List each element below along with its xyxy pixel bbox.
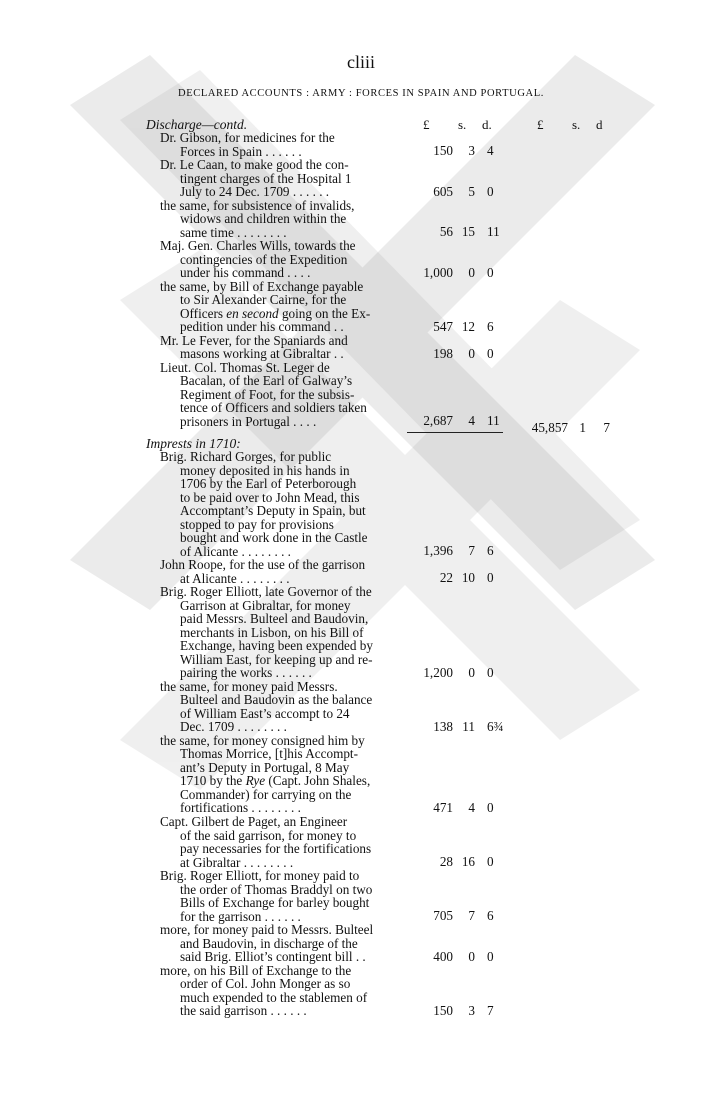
amount-pounds: 56 — [439, 224, 453, 239]
amount-pence: 0 — [487, 570, 494, 586]
col-head-total-pence: d — [596, 117, 603, 132]
entry-line: Brig. Roger Elliott, late Governor of the — [160, 584, 372, 600]
account-entry — [160, 815, 396, 869]
amount-shillings: 3 — [468, 1002, 475, 1018]
entry-line: Lieut. Col. Thomas St. Leger de — [160, 359, 330, 375]
entry-line: pairing the works . . . . . . — [180, 665, 312, 681]
entry-line: Officers en second going on the Ex- — [180, 305, 371, 321]
entry-line: 1706 by the Earl of Peterborough — [180, 476, 357, 491]
entry-line: much expended to the stablemen of — [180, 989, 368, 1005]
entry-line: to be paid over to John Mead, this — [180, 489, 360, 505]
entry-line: the same, for subsistence of invalids, — [160, 197, 355, 213]
amount-pounds: 28 — [439, 854, 453, 869]
entry-line: Brig. Roger Elliott, for money paid to — [160, 868, 360, 884]
section-heading-discharge: Discharge—contd. — [146, 117, 248, 132]
entry-line: Exchange, having been expended by — [180, 638, 373, 654]
entry-amount — [405, 144, 505, 158]
amount-shillings: 3 — [468, 143, 475, 158]
entry-line: at Gibraltar . . . . . . . . — [180, 854, 294, 870]
amount-pence: 0 — [487, 948, 494, 964]
col-head-total-pounds: £ — [537, 117, 544, 132]
amount-pounds: 705 — [433, 908, 453, 924]
entry-amount — [405, 320, 505, 334]
entry-line: prisoners in Portugal . . . . — [180, 413, 317, 429]
entry-line: the same, for money paid Messrs. — [160, 678, 338, 694]
col-head-total-shillings: s. — [572, 117, 581, 132]
entry-line: merchants in Lisbon, on his Bill of — [180, 624, 364, 640]
account-entry — [160, 558, 396, 585]
amount-pounds: 471 — [433, 799, 453, 815]
amount-pence: 0 — [487, 664, 494, 680]
amount-shillings: 5 — [468, 183, 475, 199]
entry-line: fortifications . . . . . . . . — [180, 800, 301, 816]
entry-line: Garrison at Gibraltar, for money — [180, 597, 351, 613]
amount-pounds: 1,000 — [423, 264, 453, 280]
entry-amount — [405, 225, 505, 239]
entry-line: money deposited in his hands in — [180, 462, 350, 478]
entry-line: said Brig. Elliot’s contingent bill . . — [180, 949, 366, 965]
entry-line: contingencies of the Expedition — [180, 251, 348, 267]
entry-amount — [405, 909, 505, 923]
account-entry — [160, 361, 396, 429]
col-head-pounds: £ — [423, 117, 430, 132]
entry-line: Commander) for carrying on the — [180, 786, 352, 802]
amount-pounds: 1,396 — [423, 543, 453, 558]
account-entry — [160, 158, 396, 199]
amount-pence: 0 — [487, 799, 494, 815]
col-head-pence: d. — [482, 117, 492, 132]
amount-pounds: 605 — [433, 183, 453, 199]
entry-line: to Sir Alexander Cairne, for the — [180, 292, 347, 307]
entry-line: more, for money paid to Messrs. Bulteel — [160, 922, 374, 938]
entry-line: Maj. Gen. Charles Wills, towards the — [160, 238, 356, 253]
entry-line: bought and work done in the Castle — [180, 530, 368, 545]
entry-line: for the garrison . . . . . . — [180, 908, 301, 924]
entry-line: the order of Thomas Braddyl on two — [180, 881, 373, 897]
entry-line: order of Col. John Monger as so — [180, 976, 351, 992]
entry-line: at Alicante . . . . . . . . — [180, 570, 290, 586]
account-entry — [160, 280, 396, 334]
amount-shillings: 12 — [461, 318, 475, 334]
entry-line: same time . . . . . . . . — [180, 224, 287, 240]
entry-amount — [405, 666, 505, 680]
account-entry — [160, 923, 396, 964]
subtotal-rule — [407, 432, 503, 433]
amount-pounds: 22 — [439, 570, 453, 586]
entry-line: the same, for money consigned him by — [160, 732, 365, 748]
amount-shillings: 0 — [468, 345, 475, 361]
amount-pounds: 400 — [433, 948, 453, 964]
account-entry — [160, 450, 396, 558]
amount-pence: 6 — [487, 318, 494, 334]
col-head-shillings: s. — [458, 117, 467, 132]
amount-pounds: 138 — [433, 718, 453, 734]
total-shillings: 1 — [579, 420, 586, 435]
entry-amount — [405, 801, 505, 815]
entry-line: Accomptant’s Deputy in Spain, but — [180, 503, 366, 518]
amount-pounds: 2,687 — [423, 413, 453, 428]
entry-line: of William East’s accompt to 24 — [180, 705, 350, 721]
amount-shillings: 16 — [461, 854, 475, 869]
entry-line: Regiment of Foot, for the subsis- — [180, 386, 355, 402]
amount-pence: 0 — [487, 345, 494, 361]
account-entry — [160, 964, 396, 1018]
entry-line: tingent charges of the Hospital 1 — [180, 170, 352, 186]
entry-line: Brig. Richard Gorges, for public — [160, 449, 332, 464]
entry-line: more, on his Bill of Exchange to the — [160, 962, 352, 978]
amount-pounds: 547 — [433, 318, 453, 334]
account-entry — [160, 199, 396, 240]
entry-line: pay necessaries for the fortifications — [180, 841, 372, 856]
account-entry — [160, 869, 396, 923]
amount-pence: 4 — [487, 143, 494, 158]
amount-shillings: 7 — [468, 543, 475, 558]
amount-pence: 0 — [487, 854, 494, 869]
entry-line: Forces in Spain . . . . . . — [180, 143, 302, 159]
entry-line: stopped to pay for provisions — [180, 516, 334, 532]
amount-pounds: 198 — [433, 345, 453, 361]
entry-line: Dr. Le Caan, to make good the con- — [160, 157, 349, 172]
amount-pence: 6 — [487, 908, 494, 924]
amount-shillings: 15 — [461, 224, 475, 239]
running-head: DECLARED ACCOUNTS : ARMY : FORCES IN SPAIN AND PORTUGAL. — [178, 88, 544, 99]
entry-amount — [405, 571, 505, 585]
amount-shillings: 11 — [462, 718, 475, 734]
amount-pence: 0 — [487, 183, 494, 199]
entry-line: 1710 by the Rye (Capt. John Shales, — [180, 773, 371, 789]
account-entry — [160, 334, 396, 361]
amount-pence: 11 — [487, 224, 500, 239]
entry-line: Thomas Morrice, [t]his Accompt- — [180, 746, 358, 762]
entry-line: Capt. Gilbert de Paget, an Engineer — [160, 814, 348, 829]
entry-amount — [405, 1004, 505, 1018]
entry-line: the said garrison . . . . . . — [180, 1003, 307, 1019]
page-number: cliii — [347, 52, 375, 72]
amount-shillings: 4 — [468, 413, 475, 428]
total-pounds: 45,857 — [531, 420, 568, 435]
entry-line: William East, for keeping up and re- — [180, 651, 373, 667]
entry-line: under his command . . . . — [180, 265, 311, 280]
entry-line: John Roope, for the use of the garrison — [160, 557, 366, 573]
entry-line: paid Messrs. Bulteel and Baudovin, — [180, 611, 369, 627]
entry-line: Bills of Exchange for barley bought — [180, 895, 370, 911]
entry-line: Dec. 1709 . . . . . . . . — [180, 719, 287, 735]
amount-pence: 0 — [487, 264, 494, 280]
entry-line: the same, by Bill of Exchange payable — [160, 278, 364, 294]
amount-pounds: 150 — [433, 1002, 453, 1018]
amount-pence: 7 — [487, 1002, 494, 1018]
entry-line: of the said garrison, for money to — [180, 827, 357, 843]
entry-amount — [405, 544, 505, 558]
amount-pence: 6¾ — [487, 718, 504, 734]
entry-line: pedition under his command . . — [180, 319, 344, 334]
entry-amount — [405, 266, 505, 280]
discharge-total — [520, 420, 620, 434]
total-pence: 7 — [603, 420, 610, 435]
section-heading-imprests: Imprests in 1710: — [146, 436, 241, 451]
entry-line: tence of Officers and soldiers taken — [180, 400, 367, 415]
account-entry — [160, 734, 396, 815]
amount-pounds: 150 — [433, 143, 453, 158]
account-entry — [160, 585, 396, 680]
account-entry — [160, 239, 396, 280]
entry-line: ant’s Deputy in Portugal, 8 May — [180, 759, 350, 775]
entry-line: Mr. Le Fever, for the Spaniards and — [160, 332, 348, 348]
amount-shillings: 0 — [468, 264, 475, 280]
entry-amount — [405, 720, 505, 734]
amount-pence: 6 — [487, 543, 494, 558]
entry-line: masons working at Gibraltar . . — [180, 346, 344, 361]
entry-amount — [405, 347, 505, 361]
amount-shillings: 7 — [468, 908, 475, 924]
amount-pence: 11 — [487, 413, 500, 428]
account-entry — [160, 131, 396, 158]
amount-shillings: 10 — [461, 570, 475, 586]
account-entry — [160, 680, 396, 734]
entry-amount — [405, 950, 505, 964]
entry-amount — [405, 185, 505, 199]
amount-shillings: 0 — [468, 948, 475, 964]
entry-line: widows and children within the — [180, 211, 347, 226]
amount-pounds: 1,200 — [423, 664, 453, 680]
entry-amount — [405, 414, 505, 428]
amount-shillings: 0 — [468, 664, 475, 680]
entry-line: and Baudovin, in discharge of the — [180, 935, 358, 951]
entry-line: of Alicante . . . . . . . . — [180, 543, 291, 559]
entry-line: July to 24 Dec. 1709 . . . . . . — [180, 184, 330, 199]
entry-line: Bacalan, of the Earl of Galway’s — [180, 373, 353, 388]
entry-line: Dr. Gibson, for medicines for the — [160, 130, 335, 145]
entry-line: Bulteel and Baudovin as the balance — [180, 692, 373, 708]
entry-amount — [405, 855, 505, 869]
amount-shillings: 4 — [468, 799, 475, 815]
